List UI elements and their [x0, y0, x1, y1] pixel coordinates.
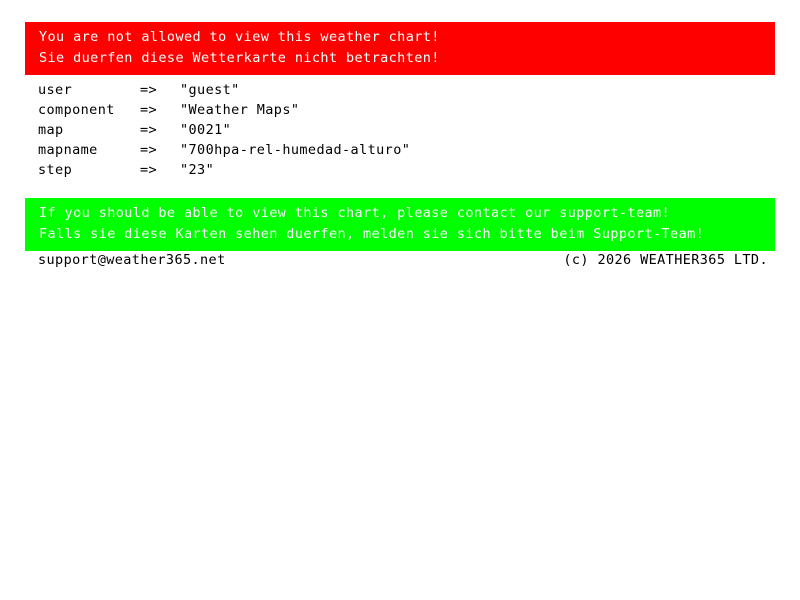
support-email[interactable]: support@weather365.net	[38, 252, 226, 268]
parameter-row	[38, 120, 758, 140]
parameter-value: "Weather Maps"	[180, 102, 300, 118]
parameter-arrow: =>	[140, 102, 158, 118]
parameter-list	[38, 80, 758, 180]
parameter-row	[38, 140, 758, 160]
parameter-row	[38, 160, 758, 180]
footer	[38, 250, 768, 270]
info-banner-line-de: Falls sie diese Karten sehen duerfen, melden sie sich bitte beim Support-Team!	[39, 226, 705, 242]
parameter-arrow: =>	[140, 142, 158, 158]
parameter-arrow: =>	[140, 162, 158, 178]
parameter-row	[38, 80, 758, 100]
parameter-key: map	[38, 122, 64, 138]
parameter-row	[38, 100, 758, 120]
parameter-key: step	[38, 162, 73, 178]
error-banner-line-en: You are not allowed to view this weather chart!	[39, 29, 440, 45]
parameter-key: mapname	[38, 142, 98, 158]
parameter-arrow: =>	[140, 122, 158, 138]
parameter-key: user	[38, 82, 73, 98]
parameter-key: component	[38, 102, 115, 118]
info-banner-line-en: If you should be able to view this chart, please contact our support-team!	[39, 205, 671, 221]
error-banner-line-de: Sie duerfen diese Wetterkarte nicht betrachten!	[39, 50, 440, 66]
copyright-notice: (c) 2026 WEATHER365 LTD.	[563, 252, 768, 268]
parameter-value: "700hpa-rel-humedad-alturo"	[180, 142, 411, 158]
parameter-value: "23"	[180, 162, 215, 178]
parameter-value: "guest"	[180, 82, 240, 98]
info-banner	[25, 198, 775, 251]
parameter-value: "0021"	[180, 122, 232, 138]
error-banner	[25, 22, 775, 75]
parameter-arrow: =>	[140, 82, 158, 98]
